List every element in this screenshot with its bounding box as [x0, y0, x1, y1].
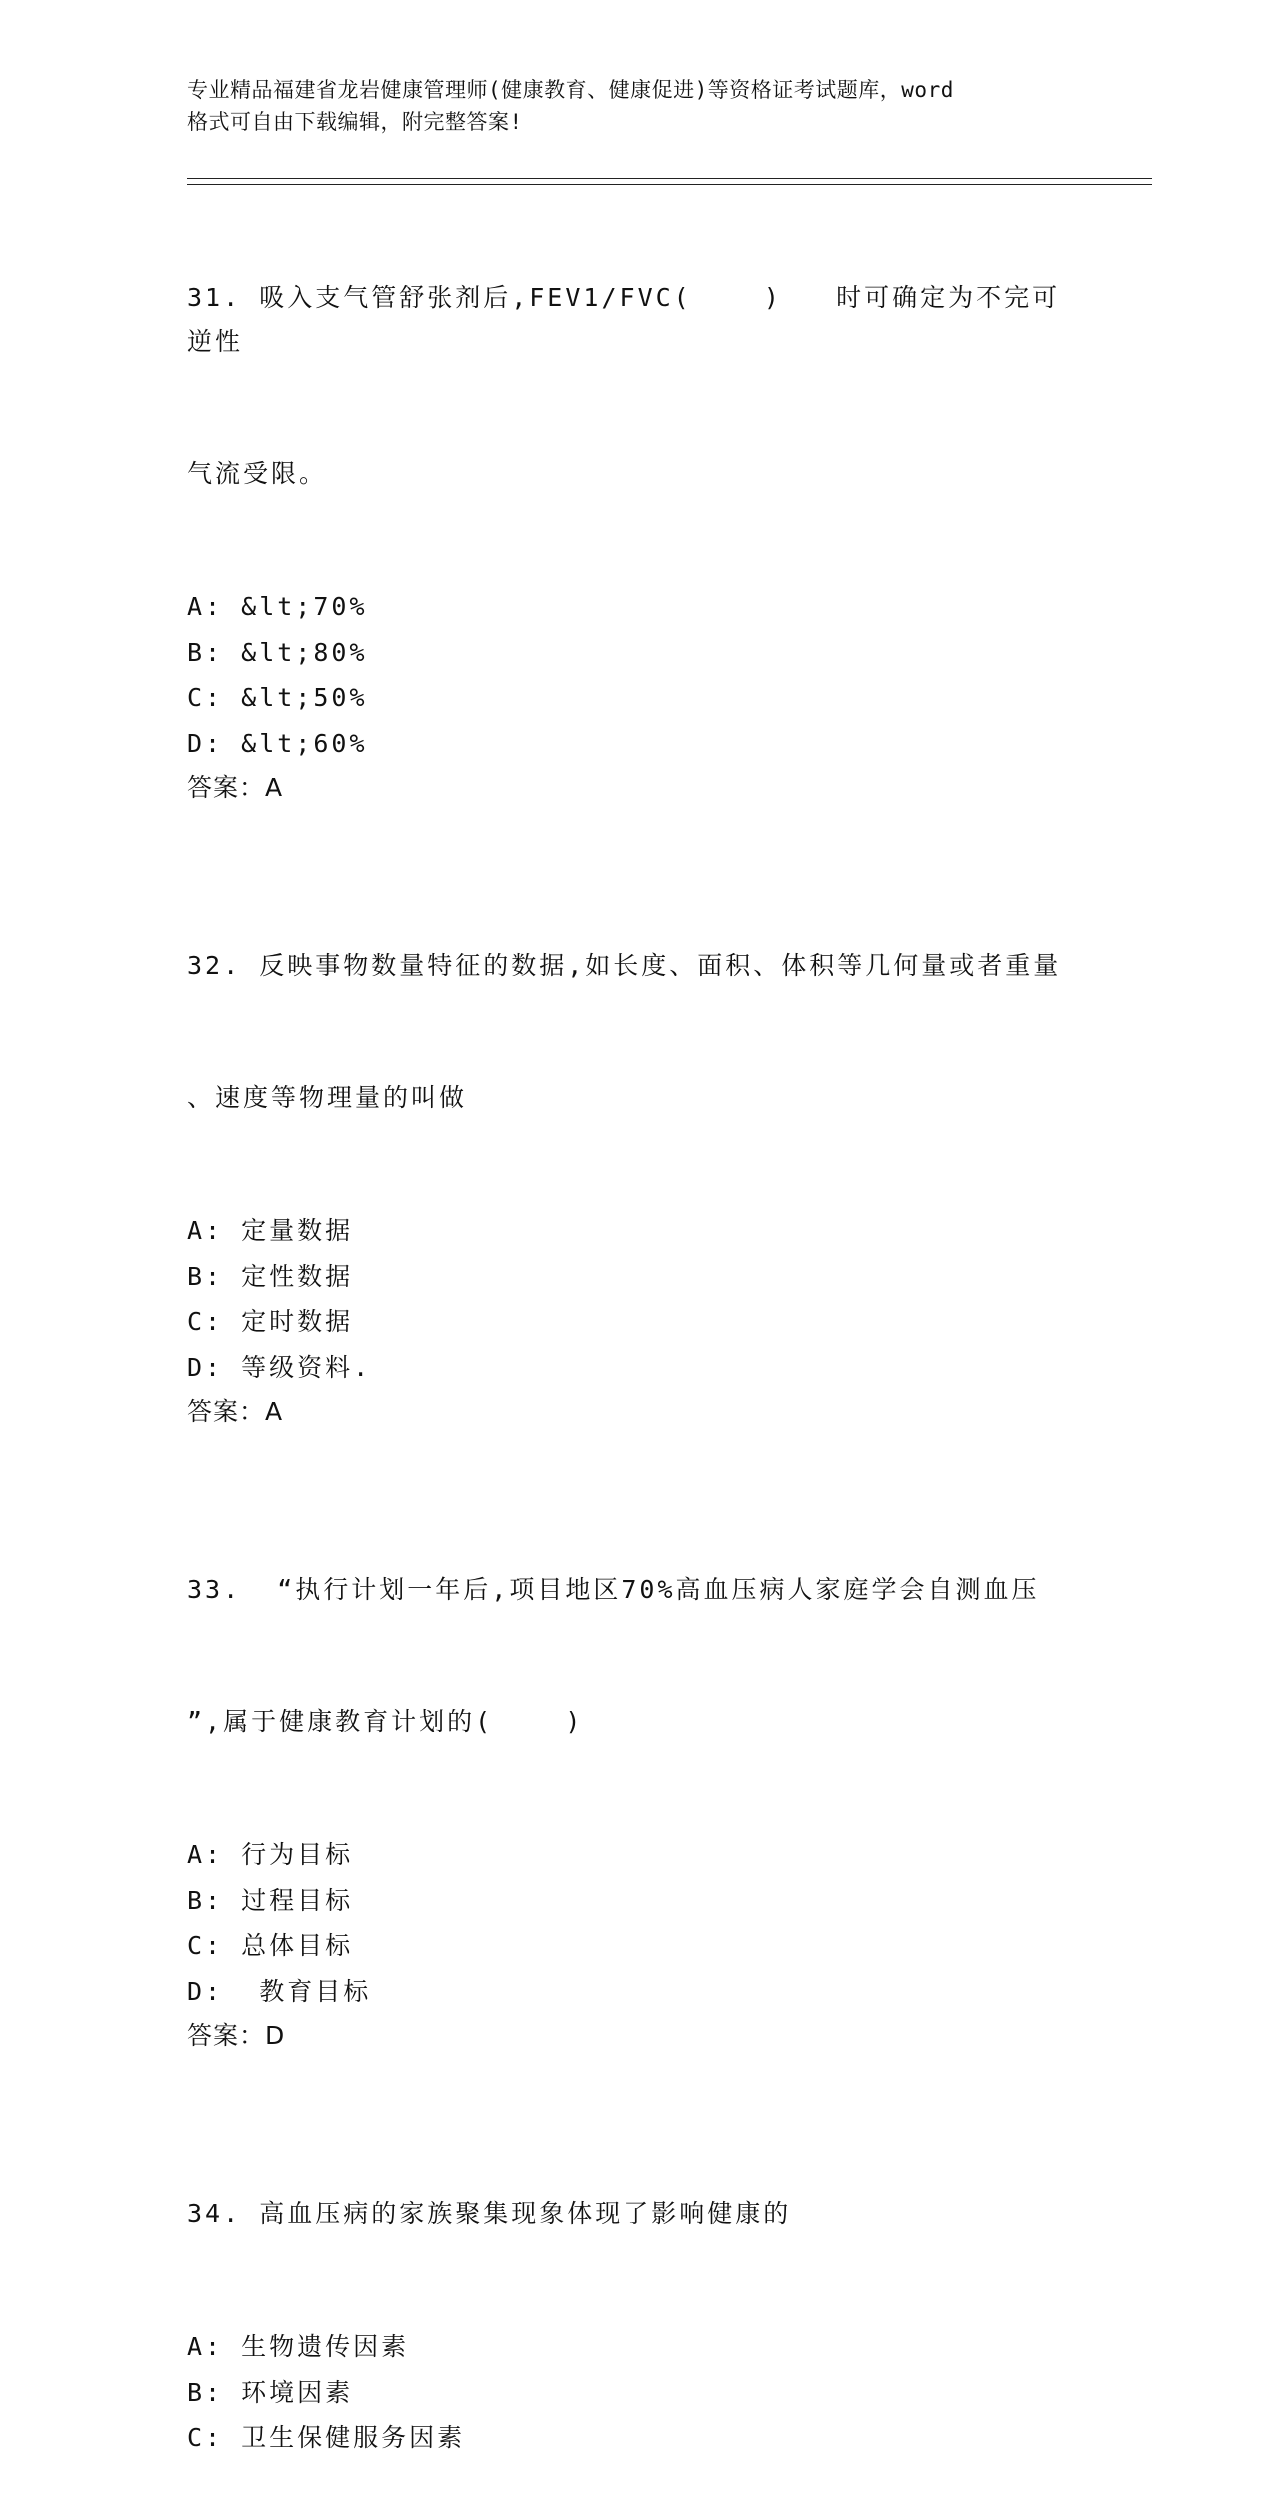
question-stem — [187, 1480, 1087, 1832]
option-d: D: 教育目标 — [187, 1976, 372, 2006]
option-b: B: 定性数据 — [187, 1261, 354, 1291]
option-c: C: 总体目标 — [187, 1931, 354, 1960]
question-stem — [187, 188, 1087, 584]
option-a: A: 定量数据 — [187, 1216, 354, 1245]
answer-line: 答案：D — [187, 2021, 286, 2050]
header-rule-top — [187, 178, 1152, 179]
question-stem-line: 33. “执行计划一年后,项目地区70%高血压病人家庭学会自测血压 — [187, 1575, 1040, 1604]
question-stem-line: ”,属于健康教育计划的( ) — [187, 1707, 584, 1736]
option-d: D: &lt;60% — [187, 728, 368, 758]
question-34 — [187, 2104, 1087, 2461]
question-list — [187, 188, 1087, 2507]
option-a: A: 行为目标 — [187, 1840, 354, 1869]
option-b: B: 过程目标 — [187, 1885, 354, 1915]
answer-line: 答案：A — [187, 773, 284, 802]
option-a: A: &lt;70% — [187, 592, 368, 621]
question-stem — [187, 2104, 1087, 2324]
option-b: B: 环境因素 — [187, 2377, 354, 2407]
question-stem — [187, 856, 1087, 1208]
header-rule-bottom — [187, 184, 1152, 185]
option-c: C: 定时数据 — [187, 1307, 354, 1336]
question-31 — [187, 188, 1087, 810]
option-c: C: 卫生保健服务因素 — [187, 2423, 466, 2452]
question-32 — [187, 856, 1087, 1434]
question-stem-line: 31. 吸入支气管舒张剂后,FEV1/FVC( ) 时可确定为不完可逆性 — [187, 283, 1061, 356]
header-line-1: 专业精品福建省龙岩健康管理师(健康教育、健康促进)等资格证考试题库，word — [187, 78, 954, 102]
option-c: C: &lt;50% — [187, 683, 368, 712]
question-stem-line: 、速度等物理量的叫做 — [187, 1083, 468, 1112]
question-33 — [187, 1480, 1087, 2058]
question-stem-line: 32. 反映事物数量特征的数据,如长度、面积、体积等几何量或者重量 — [187, 951, 1062, 980]
option-b: B: &lt;80% — [187, 637, 368, 667]
question-stem-line: 气流受限。 — [187, 459, 328, 488]
option-a: A: 生物遗传因素 — [187, 2332, 410, 2361]
option-d: D: 等级资料. — [187, 1352, 372, 1382]
question-stem-line: 34. 高血压病的家族聚集现象体现了影响健康的 — [187, 2199, 792, 2228]
document-header — [187, 74, 1067, 138]
header-line-2: 格式可自由下载编辑，附完整答案! — [187, 110, 523, 134]
answer-line: 答案：A — [187, 1397, 284, 1426]
